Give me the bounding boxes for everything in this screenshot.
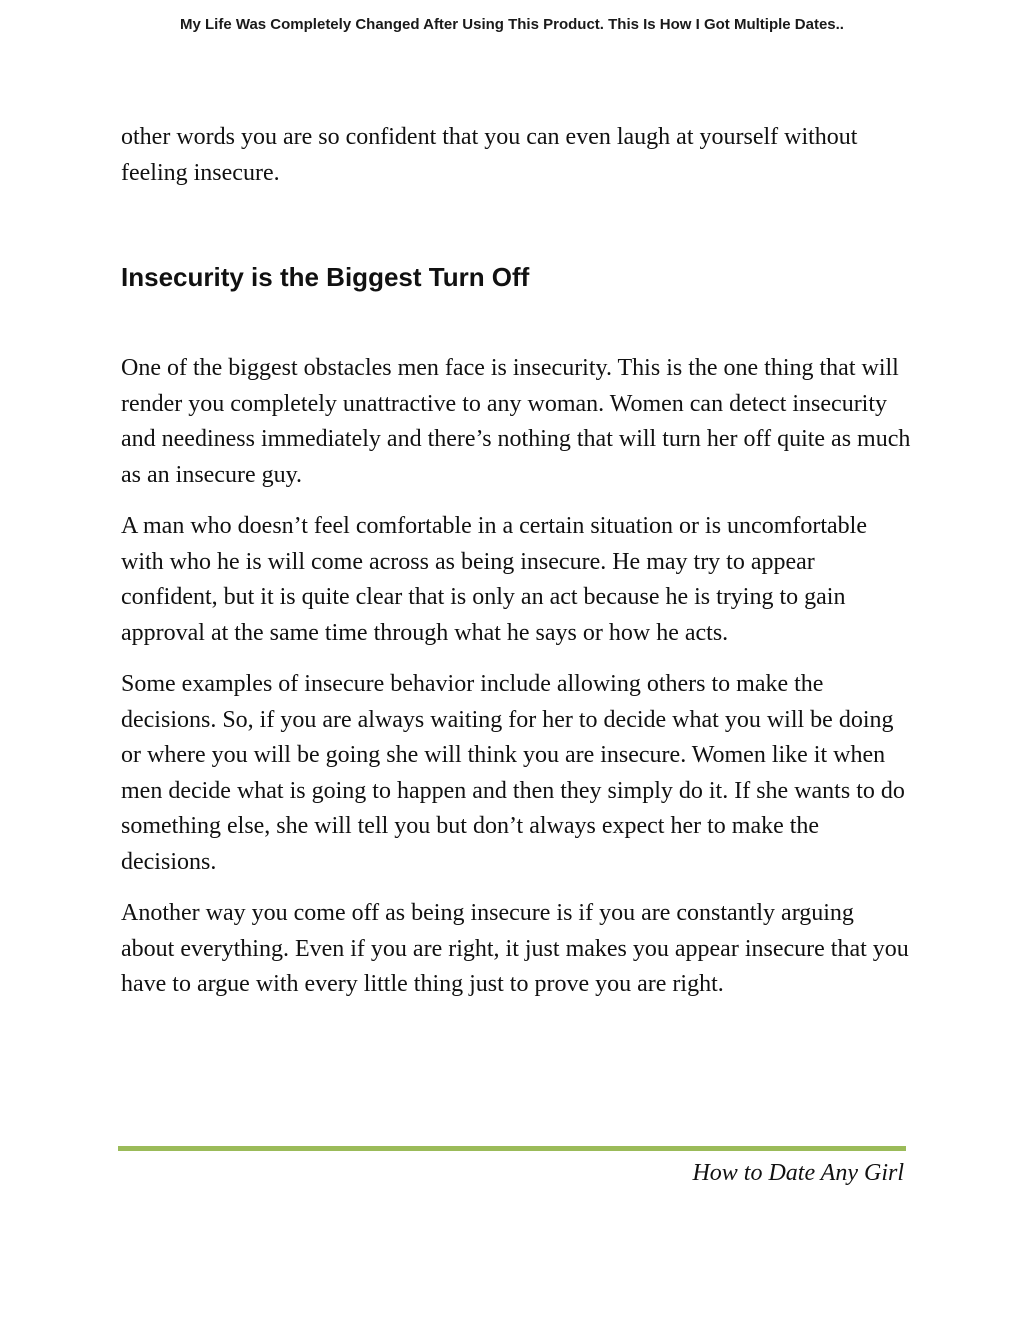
intro-paragraph: other words you are so confident that you can even laugh at yourself without feeling insecure. [121, 124, 858, 186]
footer-title: How to Date Any Girl [692, 1160, 904, 1186]
paragraph-3: Some examples of insecure behavior include allowing others to make the decisions. So, if you are always waiting for her to decide what you will be doing or where you will be going she will think you are insecure. Women like it when men decide what is going to happen and then they simply do it. If she wants to do something else, she will tell you but don’t always expect her to make the decisions. [121, 671, 905, 875]
paragraph-1: One of the biggest obstacles men face is insecurity. This is the one thing that will render you completely unattractive to any woman. Women can detect insecurity and neediness immediately and there’s nothing that will turn her off quite as much as an insecure guy. [121, 355, 911, 488]
paragraph-4: Another way you come off as being insecure is if you are constantly arguing about everything. Even if you are right, it just makes you appear insecure that you have to argue with every little thing just to prove you are right. [121, 900, 909, 997]
footer-divider [118, 1146, 906, 1151]
section-heading: Insecurity is the Biggest Turn Off [121, 262, 530, 292]
paragraph-2: A man who doesn’t feel comfortable in a certain situation or is uncomfortable with who he is will come across as being insecure. He may try to appear confident, but it is quite clear that is only an act because he is trying to gain approval at the same time through what he says or how he acts. [121, 513, 868, 646]
page-banner: My Life Was Completely Changed After Using This Product. This Is How I Got Multiple Dates.. [180, 16, 844, 33]
document-body [121, 120, 911, 1019]
